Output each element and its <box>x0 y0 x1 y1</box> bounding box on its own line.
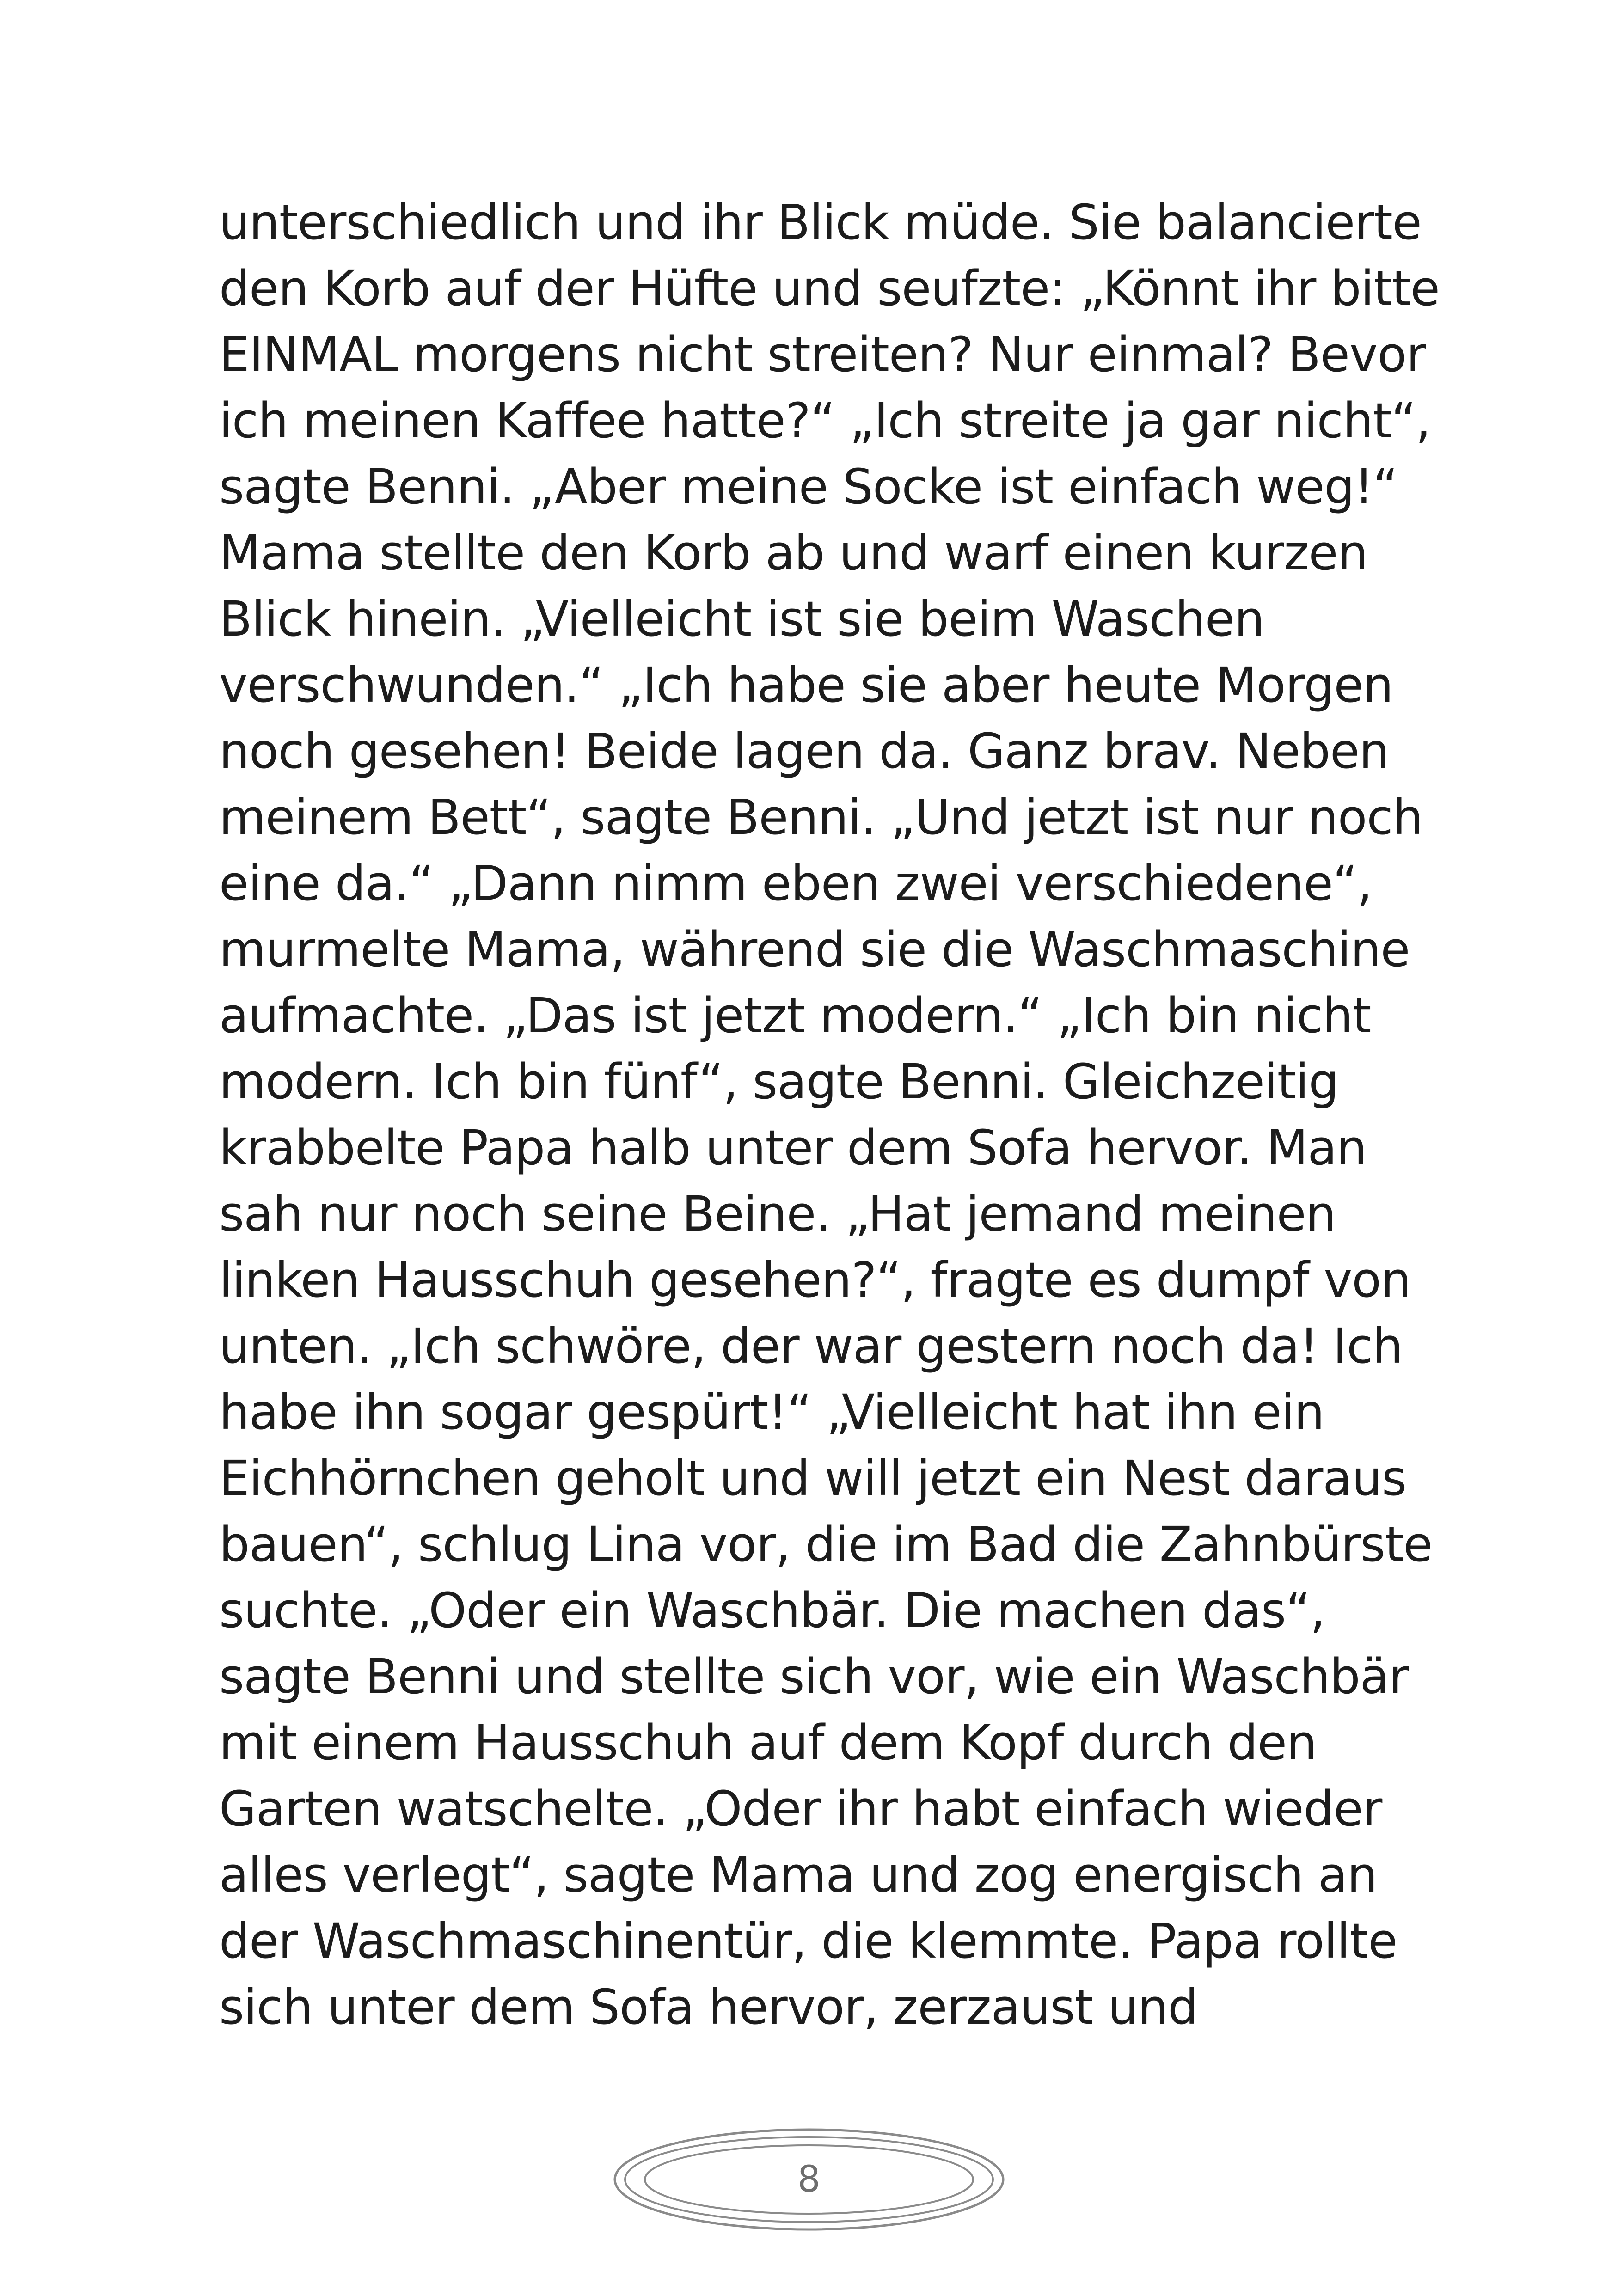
text-line: Garten watschelte. „Oder ihr habt einfach wieder <box>219 1781 1382 1837</box>
text-line: unten. „Ich schwöre, der war gestern noch da! Ich <box>219 1318 1403 1374</box>
text-line: sah nur noch seine Beine. „Hat jemand meinen <box>219 1186 1336 1242</box>
text-line: alles verlegt“, sagte Mama und zog energisch an <box>219 1847 1377 1903</box>
text-line: krabbelte Papa halb unter dem Sofa hervor. Man <box>219 1120 1367 1176</box>
text-line: habe ihn sogar gespürt!“ „Vielleicht hat ihn ein <box>219 1384 1324 1440</box>
text-line: mit einem Hausschuh auf dem Kopf durch den <box>219 1714 1317 1771</box>
text-line: Blick hinein. „Vielleicht ist sie beim Waschen <box>219 591 1264 647</box>
text-line: EINMAL morgens nicht streiten? Nur einmal? Bevor <box>219 326 1426 383</box>
page-number: 8 <box>797 2159 821 2200</box>
text-line: ich meinen Kaffee hatte?“ „Ich streite ja gar nicht“, <box>219 392 1431 449</box>
text-line: den Korb auf der Hüfte und seufzte: „Könnt ihr bitte <box>219 260 1440 317</box>
text-line: Eichhörnchen geholt und will jetzt ein Nest daraus <box>219 1450 1407 1506</box>
text-line: suchte. „Oder ein Waschbär. Die machen das“, <box>219 1582 1325 1639</box>
text-line: murmelte Mama, während sie die Waschmaschine <box>219 921 1410 978</box>
text-line: sagte Benni. „Aber meine Socke ist einfach weg!“ <box>219 459 1398 515</box>
text-line: meinem Bett“, sagte Benni. „Und jetzt ist nur noch <box>219 789 1423 845</box>
text-line: bauen“, schlug Lina vor, die im Bad die Zahnbürste <box>219 1516 1433 1573</box>
text-line: linken Hausschuh gesehen?“, fragte es dumpf von <box>219 1252 1411 1308</box>
text-line: eine da.“ „Dann nimm eben zwei verschiedene“, <box>219 855 1372 912</box>
text-line: sich unter dem Sofa hervor, zerzaust und <box>219 1979 1198 2035</box>
text-line: verschwunden.“ „Ich habe sie aber heute Morgen <box>219 657 1393 713</box>
text-line: der Waschmaschinentür, die klemmte. Papa rollte <box>219 1913 1397 1969</box>
text-line: noch gesehen! Beide lagen da. Ganz brav. Neben <box>219 723 1389 779</box>
text-line: unterschiedlich und ihr Blick müde. Sie balancierte <box>219 194 1422 251</box>
text-line: modern. Ich bin fünf“, sagte Benni. Gleichzeitig <box>219 1053 1339 1110</box>
text-line: sagte Benni und stellte sich vor, wie ein Waschbär <box>219 1648 1409 1705</box>
text-line: Mama stellte den Korb ab und warf einen kurzen <box>219 525 1368 581</box>
text-line: aufmachte. „Das ist jetzt modern.“ „Ich bin nicht <box>219 987 1371 1044</box>
body-text <box>219 190 1440 2040</box>
